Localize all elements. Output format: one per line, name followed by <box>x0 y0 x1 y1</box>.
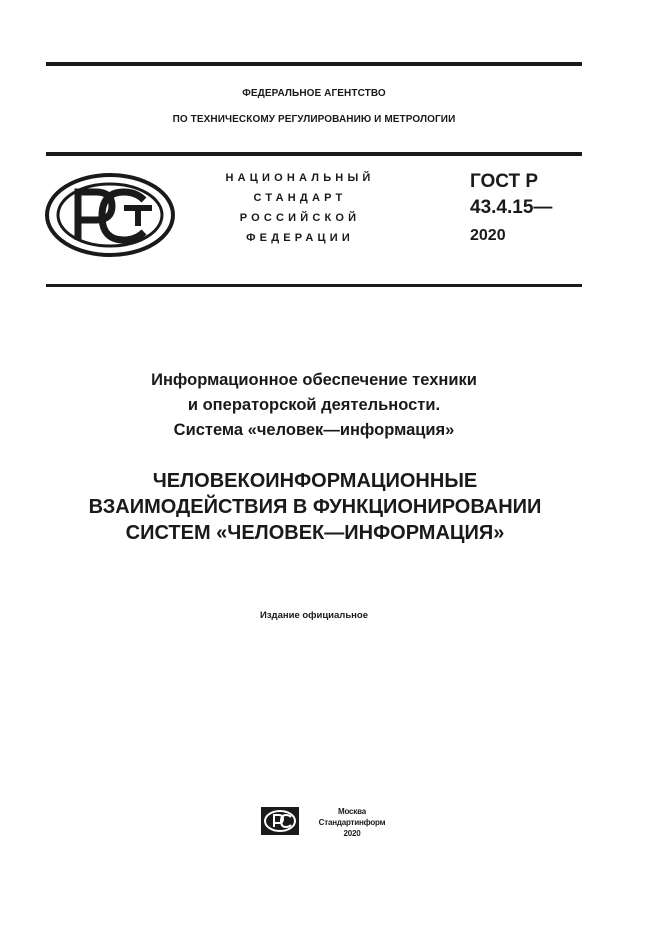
subtitle-line-3: Система «человек—информация» <box>173 421 455 439</box>
national-standard-line-2: СТАНДАРТ <box>253 192 347 204</box>
publisher-year: 2020 <box>343 829 361 838</box>
national-standard-line-4: ФЕДЕРАЦИИ <box>246 232 354 244</box>
title-line-2: ВЗАИМОДЕЙСТВИЯ В ФУНКЦИОНИРОВАНИИ <box>88 496 542 518</box>
gost-number: 43.4.15— <box>470 197 553 218</box>
bottom-rule <box>46 284 582 287</box>
publisher-city: Москва <box>338 807 366 816</box>
agency-line-1: ФЕДЕРАЛЬНОЕ АГЕНТСТВО <box>242 88 386 99</box>
edition-label: Издание официальное <box>260 610 368 621</box>
top-rule <box>46 62 582 66</box>
subtitle-line-1: Информационное обеспечение техники <box>151 371 477 389</box>
gost-year: 2020 <box>470 227 506 244</box>
national-standard-line-3: РОССИЙСКОЙ <box>239 212 361 224</box>
subtitle-line-2: и операторской деятельности. <box>187 396 441 414</box>
middle-rule <box>46 152 582 156</box>
title-line-3: СИСТЕМ «ЧЕЛОВЕК—ИНФОРМАЦИЯ» <box>125 522 505 544</box>
publisher-name: Стандартинформ <box>318 818 386 827</box>
agency-line-2: ПО ТЕХНИЧЕСКОМУ РЕГУЛИРОВАНИЮ И МЕТРОЛОГИИ <box>172 114 456 125</box>
rst-certification-mark-icon <box>44 172 176 258</box>
standartinform-logo-icon <box>260 806 300 836</box>
gost-designation: ГОСТ Р <box>470 171 539 192</box>
title-line-1: ЧЕЛОВЕКОИНФОРМАЦИОННЫЕ <box>152 470 478 492</box>
national-standard-line-1: НАЦИОНАЛЬНЫЙ <box>225 172 375 184</box>
